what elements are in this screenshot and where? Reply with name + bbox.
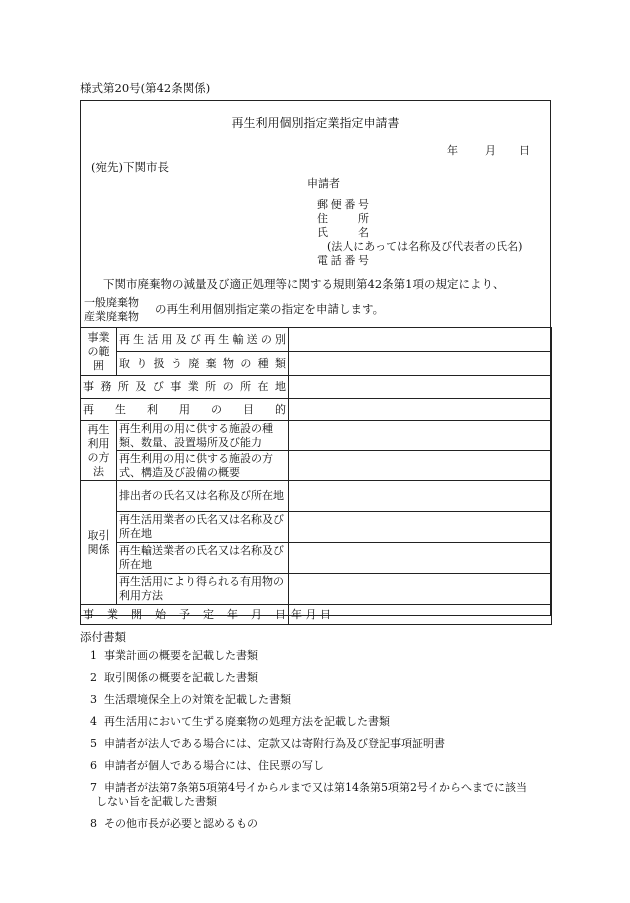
list-item: 3 生活環境保全上の対策を記載した書類 (90, 693, 291, 706)
method-group-label: 再生利用の方法 (81, 421, 117, 481)
start-date-month: 月 (305, 607, 317, 621)
application-form (80, 100, 551, 621)
list-item: 1 事業計画の概要を記載した書類 (90, 649, 258, 662)
trade-item-label: 再生活用により得られる有用物の利用方法 (117, 574, 289, 605)
details-table (80, 327, 552, 625)
list-item: 8 その他市長が必要と認めるもの (90, 817, 258, 830)
scope-group-label: 事業の範囲 (81, 328, 117, 376)
start-date-year: 年 (291, 607, 302, 621)
list-item: 6 申請者が個人である場合には、住民票の写し (90, 759, 324, 772)
start-date-cell[interactable] (289, 605, 552, 625)
date-day: 日 (519, 144, 530, 157)
postal-code-label: 郵便番号 (317, 198, 369, 211)
application-statement-tail: の再生利用個別指定業の指定を申請します。 (155, 302, 385, 316)
name-label: 氏名 (317, 226, 369, 239)
trade-value-cell[interactable] (289, 481, 552, 512)
list-item: 2 取引関係の概要を記載した書類 (90, 671, 258, 684)
trade-value-cell[interactable] (289, 512, 552, 543)
purpose-label: 再生利用の目的 (81, 399, 289, 421)
scope-item-label: 再生活用及び再生輸送の別 (117, 328, 289, 352)
office-location-label: 事務所及び事業所の所在地 (81, 376, 289, 399)
application-statement: 下関市廃棄物の減量及び適正処理等に関する規則第42条第1項の規定により、 (103, 277, 505, 291)
address-label: 住所 (317, 212, 369, 225)
office-location-cell[interactable] (289, 376, 552, 399)
attachments-heading: 添付書類 (80, 630, 126, 644)
trade-item-label: 排出者の氏名又は名称及び所在地 (117, 481, 289, 512)
addressee: (宛先)下関市長 (91, 160, 169, 174)
phone-field[interactable] (317, 252, 369, 268)
phone-label: 電話番号 (317, 254, 369, 267)
list-item: 5 申請者が法人である場合には、定款又は寄附行為及び登記事項証明書 (90, 737, 445, 750)
date-month: 月 (485, 144, 496, 157)
attachments-list (90, 649, 560, 839)
list-item: 4 再生活用において生ずる廃棄物の処理方法を記載した書類 (90, 715, 390, 728)
form-title: 再生利用個別指定業指定申請書 (231, 116, 400, 130)
method-value-cell[interactable] (289, 451, 552, 481)
date-year: 年 (447, 144, 458, 157)
waste-type-industrial[interactable]: 産業廃棄物 (84, 310, 139, 323)
trade-item-label: 再生活用業者の氏名又は名称及び所在地 (117, 512, 289, 543)
purpose-cell[interactable] (289, 399, 552, 421)
method-item-label: 再生利用の用に供する施設の方式、構造及び設備の概要 (117, 451, 289, 481)
scope-item-label: 取り扱う廃棄物の種類 (117, 352, 289, 376)
start-date-day: 日 (320, 607, 331, 621)
applicant-label: 申請者 (307, 177, 340, 190)
trade-group-label: 取引関係 (81, 481, 117, 605)
form-number: 様式第20号(第42条関係) (80, 81, 211, 95)
method-value-cell[interactable] (289, 421, 552, 451)
scope-value-cell[interactable] (289, 328, 552, 352)
trade-value-cell[interactable] (289, 574, 552, 605)
trade-item-label: 再生輸送業者の氏名又は名称及び所在地 (117, 543, 289, 574)
list-item: 7 申請者が法第7条第5項第4号イからルまで又は第14条第5項第2号イからへまでに該当 しない旨を記載した書類 (90, 781, 527, 808)
start-date-label: 事業開始予定年月日 (81, 605, 289, 625)
waste-type-general[interactable]: 一般廃棄物 (84, 296, 139, 309)
trade-value-cell[interactable] (289, 543, 552, 574)
corporation-note: (法人にあっては名称及び代表者の氏名) (327, 240, 523, 253)
method-item-label: 再生利用の用に供する施設の種類、数量、設置場所及び能力 (117, 421, 289, 451)
scope-value-cell[interactable] (289, 352, 552, 376)
